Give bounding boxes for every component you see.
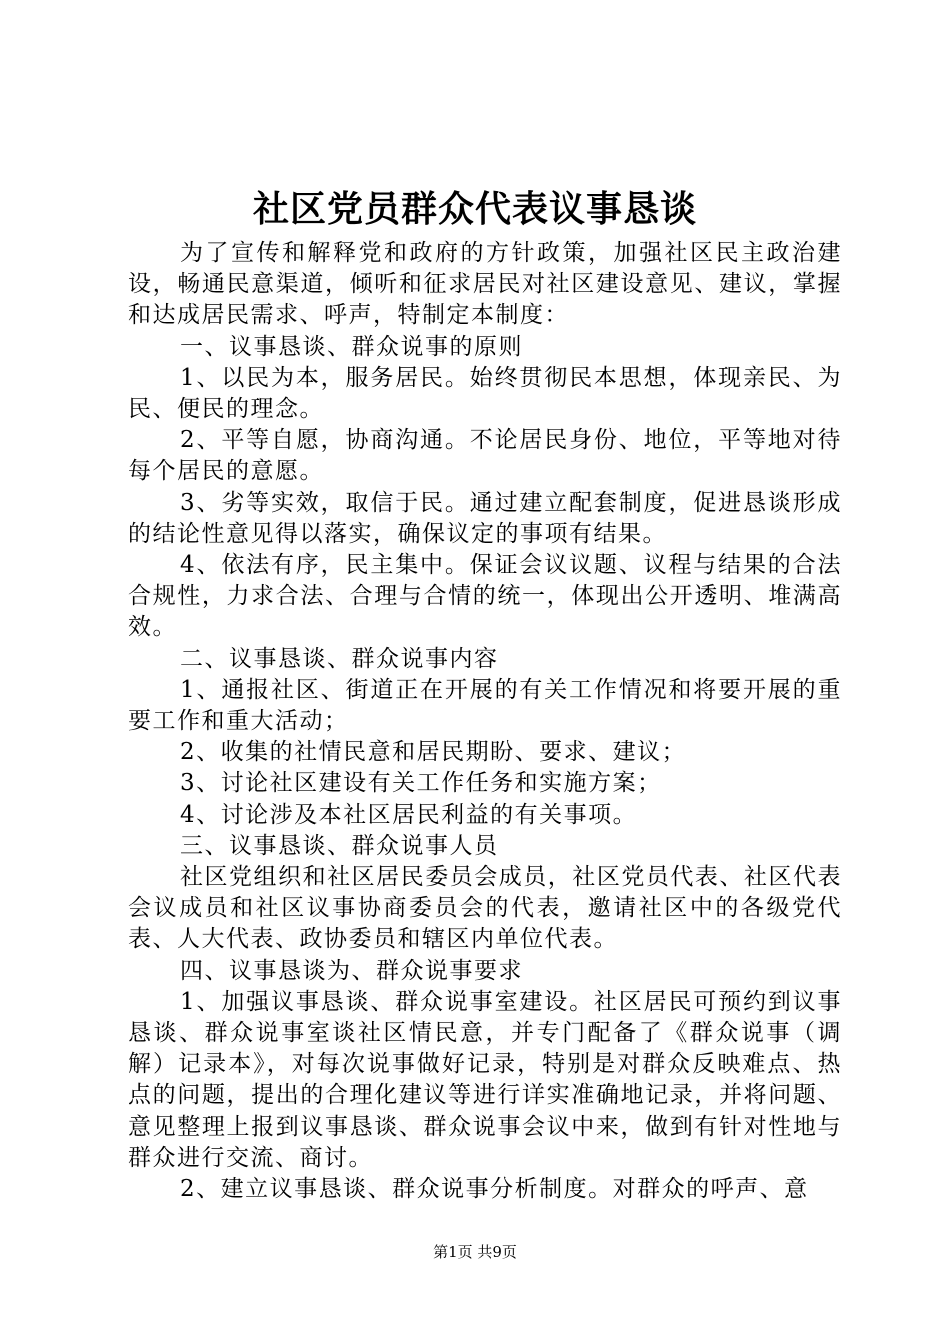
section-heading-content: 二、议事恳谈、群众说事内容 <box>180 645 499 672</box>
paragraph: 3、劣等实效，取信于民。通过建立配套制度，促进恳谈形成的结论性意见得以落实，确保议定的事项有结果。 <box>128 489 842 547</box>
section-heading-personnel: 三、议事恳谈、群众说事人员 <box>180 832 499 859</box>
paragraph: 2、平等自愿，协商沟通。不论居民身份、地位，平等地对待每个居民的意愿。 <box>128 427 842 485</box>
paragraph: 2、收集的社情民意和居民期盼、要求、建议； <box>180 739 687 766</box>
paragraph: 2、建立议事恳谈、群众说事分析制度。对群众的呼声、意 <box>180 1176 809 1203</box>
paragraph: 1、以民为本，服务居民。始终贯彻民本思想，体现亲民、为民、便民的理念。 <box>128 364 842 423</box>
paragraph: 3、讨论社区建设有关工作任务和实施方案； <box>180 770 662 797</box>
section-heading-principles: 一、议事恳谈、群众说事的原则 <box>180 333 523 360</box>
paragraph-intro: 为了宣传和解释党和政府的方针政策，加强社区民主政治建设，畅通民意渠道，倾听和征求居民对社区建设意见、建议，掌握和达成居民需求、呼声，特制定本制度： <box>128 240 842 329</box>
paragraph: 1、通报社区、街道正在开展的有关工作情况和将要开展的重要工作和重大活动； <box>128 676 842 735</box>
document-title: 社区党员群众代表议事恳谈 <box>252 188 697 230</box>
paragraph: 4、讨论涉及本社区居民利益的有关事项。 <box>180 801 638 828</box>
paragraph: 4、依法有序，民主集中。保证会议议题、议程与结果的合法合规性，力求合法、合理与合情的统一，体现出公开透明、堆满高效。 <box>128 552 842 641</box>
paragraph: 社区党组织和社区居民委员会成员，社区党员代表、社区代表会议成员和社区议事协商委员会的代表，邀请社区中的各级党代表、人大代表、政协委员和辖区内单位代表。 <box>128 864 842 953</box>
section-heading-requirements: 四、议事恳谈为、群众说事要求 <box>180 957 523 984</box>
document-body <box>128 238 842 1205</box>
page-footer: 第1页 共9页 <box>433 1243 517 1261</box>
paragraph: 1、加强议事恳谈、群众说事室建设。社区居民可预约到议事恳谈、群众说事室谈社区情民意，并专门配备了《群众说事（调解）记录本》，对每次说事做好记录，特别是对群众反映难点、热点的问题，提出的合理化建议等进行详实准确地记录，并将问题、意见整理上报到议事恳谈、群众说事会议中来，做到有针对性地与群众进行交流、商讨。 <box>128 988 842 1171</box>
